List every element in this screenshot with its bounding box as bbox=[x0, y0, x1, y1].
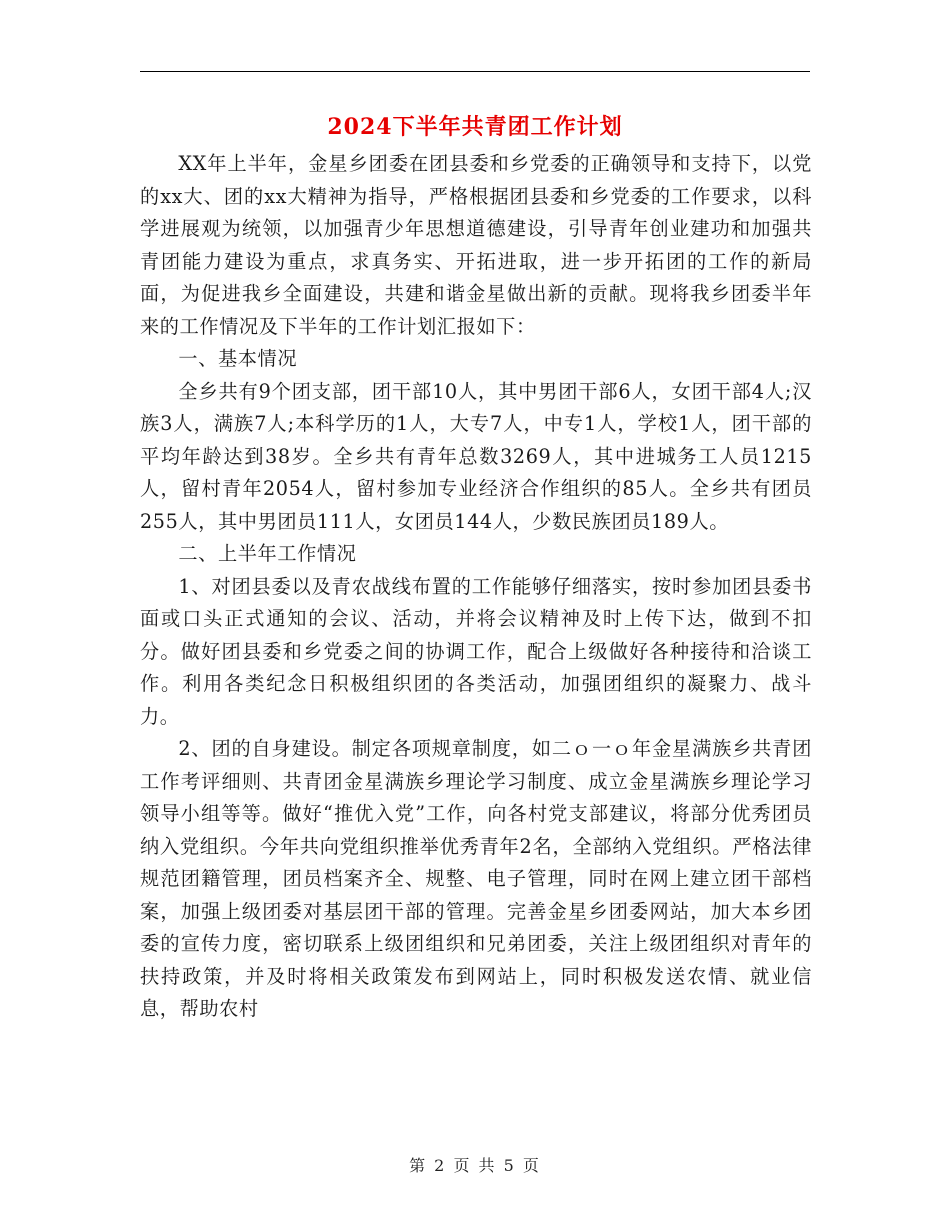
intro-paragraph: XX年上半年，金星乡团委在团县委和乡党委的正确领导和支持下，以党的xx大、团的xx大精神为指导，严格根据团县委和乡党委的工作要求，以科学进展观为统领，以加强青少年思想道德建设，引导青年创业建功和加强共青团能力建设为重点，求真务实、开拓进取，进一步开拓团的工作的新局面，为促进我乡全面建设，共建和谐金星做出新的贡献。现将我乡团委半年来的工作情况及下半年的工作计划汇报如下： bbox=[140, 152, 812, 338]
basic-info-paragraph: 全乡共有9个团支部，团干部10人，其中男团干部6人，女团干部4人;汉族3人，满族7人;本科学历的1人，大专7人，中专1人，学校1人，团干部的平均年龄达到38岁。全乡共有青年总数3269人，其中进城务工人员1215人，留村青年2054人，留村参加专业经济合作组织的85人。全乡共有团员255人，其中男团员111人，女团员144人，少数民族团员189人。 bbox=[140, 379, 812, 533]
work-item-2-paragraph: 2、团的自身建设。制定各项规章制度，如二ｏ一ｏ年金星满族乡共青团工作考评细则、共青团金星满族乡理论学习制度、成立金星满族乡理论学习领导小组等等。做好“推优入党”工作，向各村党支部建议，将部分优秀团员纳入党组织。今年共向党组织推举优秀青年2名，全部纳入党组织。严格法律规范团籍管理，团员档案齐全、规整、电子管理，同时在网上建立团干部档案，加强上级团委对基层团干部的管理。完善金星乡团委网站，加大本乡团委的宣传力度，密切联系上级团组织和兄弟团委，关注上级团组织对青年的扶持政策，并及时将相关政策发布到网站上，同时积极发送农情、就业信息，帮助农村 bbox=[140, 737, 812, 1020]
section-heading-first-half-work: 二、上半年工作情况 bbox=[178, 542, 357, 565]
header-rule bbox=[140, 71, 810, 72]
page-footer: 第 2 页 共 5 页 bbox=[409, 1156, 541, 1175]
work-item-1-paragraph: 1、对团县委以及青农战线布置的工作能够仔细落实，按时参加团县委书面或口头正式通知的会议、活动，并将会议精神及时上传下达，做到不扣分。做好团县委和乡党委之间的协调工作，配合上级做好各种接待和洽谈工作。利用各类纪念日积极组织团的各类活动，加强团组织的凝聚力、战斗力。 bbox=[140, 574, 812, 728]
document-body bbox=[140, 148, 812, 1026]
section-heading-basic-info: 一、基本情况 bbox=[178, 347, 298, 370]
document-title: 2024下半年共青团工作计划 bbox=[327, 114, 623, 140]
